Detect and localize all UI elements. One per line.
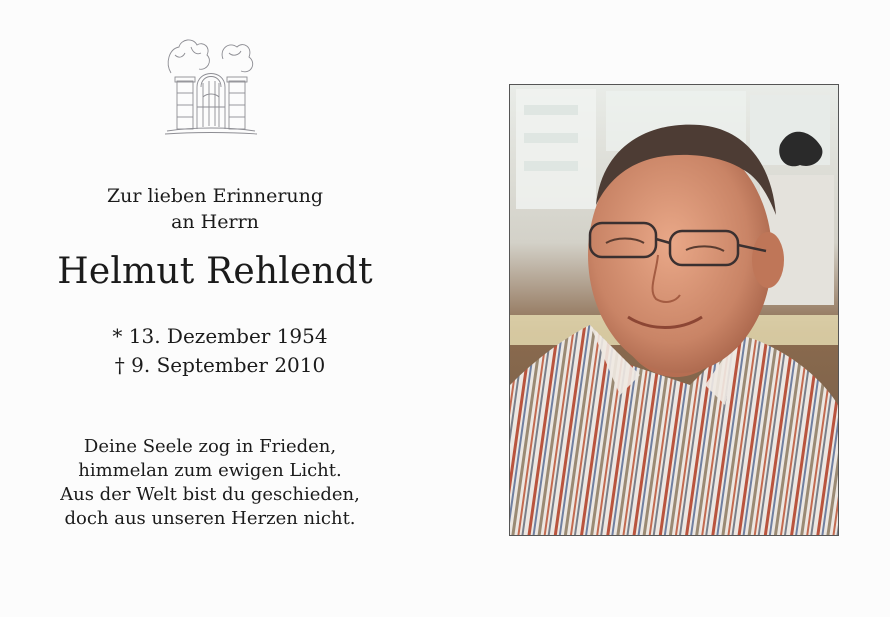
- death-date: † 9. September 2010: [114, 353, 326, 377]
- memorial-poem: [30, 435, 390, 531]
- intro-line-1: Zur lieben Erinnerung: [106, 185, 324, 207]
- deceased-name: Helmut Rehlendt: [57, 251, 373, 292]
- remembrance-intro: [40, 183, 390, 235]
- poem-line: doch aus unseren Herzen nicht.: [64, 508, 356, 529]
- garden-gate-icon: [163, 33, 259, 137]
- poem-line: himmelan zum ewigen Licht.: [78, 460, 342, 481]
- portrait-photo: [509, 84, 839, 536]
- life-dates: [60, 322, 380, 380]
- poem-line: Aus der Welt bist du geschieden,: [60, 484, 360, 505]
- birth-date: * 13. Dezember 1954: [112, 324, 328, 348]
- poem-line: Deine Seele zog in Frieden,: [83, 436, 337, 457]
- intro-line-2: an Herrn: [171, 211, 259, 233]
